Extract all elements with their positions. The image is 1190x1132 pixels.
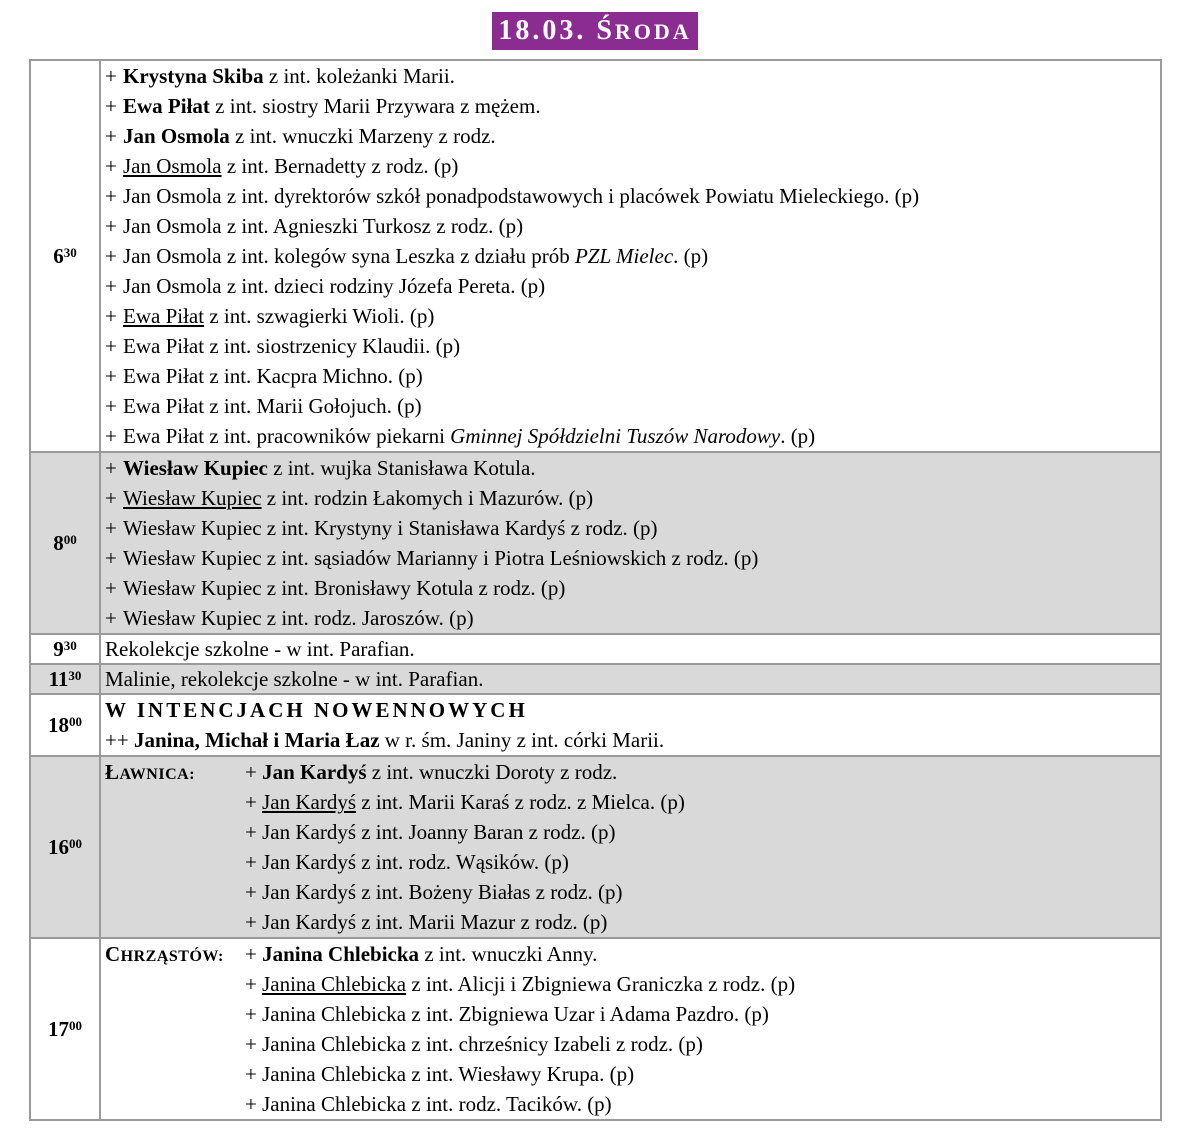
intention-line (101, 301, 1160, 331)
cross-symbol: + (105, 334, 117, 358)
intentions-cell (100, 694, 1161, 756)
intention-text: z int. szwagierki Wioli. (p) (204, 304, 435, 328)
intention-line (101, 421, 1160, 451)
intention-text: z int. Marii Karaś z rodz. z Mielca. (p) (356, 790, 685, 814)
mass-time (30, 756, 100, 938)
mass-schedule-table (29, 59, 1162, 1121)
mass-hour: 18 (48, 712, 69, 737)
intention-line (245, 1029, 1160, 1059)
intention-line (101, 91, 1160, 121)
intention-line (101, 61, 1160, 91)
cross-symbol: + (105, 304, 117, 328)
intention-line (245, 847, 1160, 877)
location-label (101, 939, 245, 969)
cross-symbol: + (105, 606, 117, 630)
intention-text: Jan Kardyś z int. Joanny Baran z rodz. (p) (262, 820, 616, 844)
cross-symbol: + (245, 880, 263, 904)
intention-text: z int. wujka Stanisława Kotula. (267, 456, 536, 480)
intention-line (101, 331, 1160, 361)
intention-line (245, 817, 1160, 847)
intention-text: Jan Osmola z int. dyrektorów szkół ponadpodstawowych i placówek Powiatu Mieleckiego. (p) (123, 184, 920, 208)
intentions-cell (100, 634, 1161, 664)
intention-text: z int. wnuczki Anny. (419, 942, 598, 966)
mass-time (30, 664, 100, 694)
deceased-name: Krystyna Skiba (123, 64, 264, 88)
cross-symbol: + (245, 972, 263, 996)
intention-text: Wiesław Kupiec z int. Krystyny i Stanisława Kardyś z rodz. (p) (123, 516, 658, 540)
schedule-row (30, 756, 1161, 938)
intention-line (101, 391, 1160, 421)
cross-symbol: + (245, 910, 263, 934)
mass-hour: 8 (53, 530, 64, 555)
intention-text: z int. wnuczki Marzeny z rodz. (229, 124, 496, 148)
mass-time (30, 634, 100, 664)
location-initial: Ł (105, 760, 120, 784)
intention-text: Janina Chlebicka z int. chrześnicy Izabeli z rodz. (p) (262, 1032, 703, 1056)
cross-symbol: + (105, 424, 117, 448)
deceased-name: Wiesław Kupiec (123, 486, 262, 510)
intention-text: Jan Kardyś z int. Bożeny Białas z rodz. (p) (262, 880, 623, 904)
date-title (492, 12, 697, 50)
deceased-name: Jan Kardyś (262, 760, 367, 784)
mass-minutes: 30 (63, 637, 77, 653)
cross-symbol: + (245, 790, 263, 814)
location-rest: HRZĄSTÓW: (120, 948, 224, 965)
mass-hour: 11 (48, 666, 69, 691)
intention-line (101, 543, 1160, 573)
cross-symbol: + (245, 850, 263, 874)
intention-text: z int. Bernadetty z rodz. (p) (221, 154, 459, 178)
location-block (101, 939, 1160, 1119)
deceased-name: Jan Osmola (123, 154, 222, 178)
intention-line (101, 121, 1160, 151)
intention-text: Ewa Piłat z int. Marii Gołojuch. (p) (123, 394, 422, 418)
intention-line (101, 181, 1160, 211)
schedule-row (30, 452, 1161, 634)
mass-minutes: 30 (63, 244, 77, 260)
cross-symbol: + (105, 576, 117, 600)
cross-symbol: + (245, 942, 263, 966)
deceased-name: Jan Kardyś (262, 790, 356, 814)
intention-line (101, 513, 1160, 543)
mass-minutes: 00 (69, 713, 82, 729)
cross-symbol: + (245, 1032, 263, 1056)
intention-line (245, 1059, 1160, 1089)
intention-line (245, 939, 1160, 969)
location-label (101, 757, 245, 787)
deceased-name: Janina, Michał i Maria Łaz (133, 728, 380, 752)
intention-line (101, 361, 1160, 391)
intention-text: Ewa Piłat z int. siostrzenicy Klaudii. (p) (123, 334, 461, 358)
intention-text: Ewa Piłat z int. Kacpra Michno. (p) (123, 364, 423, 388)
intention-text: Wiesław Kupiec z int. rodz. Jaroszów. (p) (123, 606, 474, 630)
cross-symbol: + (105, 394, 117, 418)
intention-text: Jan Kardyś z int. Marii Mazur z rodz. (p) (262, 910, 608, 934)
intention-line (101, 271, 1160, 301)
intentions-cell (100, 60, 1161, 452)
cross-symbol: + (105, 456, 117, 480)
cross-symbol: + (105, 124, 117, 148)
intention-text: z int. wnuczki Doroty z rodz. (366, 760, 618, 784)
intention-text: Janina Chlebicka z int. Zbigniewa Uzar i Adama Pazdro. (p) (262, 1002, 769, 1026)
cross-symbol: + (245, 760, 263, 784)
mass-hour: 17 (48, 1016, 69, 1041)
location-initial: C (105, 942, 121, 966)
cross-symbol: + (105, 214, 117, 238)
intention-text: z int. koleżanki Marii. (263, 64, 455, 88)
cross-symbol: + (105, 516, 117, 540)
intention-line (245, 1089, 1160, 1119)
mass-hour: 16 (48, 834, 69, 859)
cross-symbol: ++ (105, 728, 134, 752)
deceased-name: Janina Chlebicka (262, 942, 420, 966)
intention-line (245, 757, 1160, 787)
intention-text: Malinie, rekolekcje szkolne - w int. Parafian. (105, 667, 484, 691)
cross-symbol: + (105, 154, 117, 178)
cross-symbol: + (245, 820, 263, 844)
intention-text: Jan Osmola z int. Agnieszki Turkosz z rodz. (p) (123, 214, 524, 238)
intention-text: z int. Alicji i Zbigniewa Graniczka z rodz. (p) (406, 972, 796, 996)
intention-text: . (p) (780, 424, 816, 448)
intention-line (101, 483, 1160, 513)
intention-line (101, 241, 1160, 271)
intentions-cell (100, 938, 1161, 1120)
deceased-name: Janina Chlebicka (262, 972, 407, 996)
cross-symbol: + (105, 64, 117, 88)
schedule-row (30, 694, 1161, 756)
location-block (101, 757, 1160, 937)
intentions-cell (100, 452, 1161, 634)
intention-text: Wiesław Kupiec z int. sąsiadów Marianny i Piotra Leśniowskich z rodz. (p) (123, 546, 759, 570)
location-rest: AWNICA: (119, 766, 196, 783)
cross-symbol: + (105, 486, 117, 510)
schedule-row (30, 664, 1161, 694)
mass-time (30, 60, 100, 452)
intentions-cell (100, 756, 1161, 938)
intention-line (245, 787, 1160, 817)
cross-symbol: + (245, 1062, 263, 1086)
day-initial: Ś (596, 15, 615, 46)
institution-name: PZL Mielec (574, 244, 674, 268)
intention-text: Wiesław Kupiec z int. Bronisławy Kotula z rodz. (p) (123, 576, 566, 600)
mass-time (30, 694, 100, 756)
date-text: 18.03. (498, 15, 587, 46)
intention-text: w r. śm. Janiny z int. córki Marii. (379, 728, 665, 752)
schedule-row (30, 634, 1161, 664)
institution-name: Gminnej Spółdzielni Tuszów Narodowy (450, 424, 781, 448)
cross-symbol: + (105, 184, 117, 208)
mass-time (30, 938, 100, 1120)
location-intentions (245, 757, 1160, 937)
deceased-name: Wiesław Kupiec (123, 456, 268, 480)
intention-text: Rekolekcje szkolne - w int. Parafian. (105, 637, 415, 661)
cross-symbol: + (245, 1002, 263, 1026)
intention-line (245, 877, 1160, 907)
location-intentions (245, 939, 1160, 1119)
intention-text: Jan Osmola z int. kolegów syna Leszka z działu prób (123, 244, 575, 268)
mass-minutes: 00 (63, 531, 77, 547)
intention-line (101, 665, 1160, 693)
intentions-cell (100, 664, 1161, 694)
intention-text: Jan Osmola z int. dzieci rodziny Józefa Pereta. (p) (123, 274, 546, 298)
intention-line (245, 969, 1160, 999)
intention-text: z int. siostry Marii Przywara z mężem. (209, 94, 541, 118)
cross-symbol: + (105, 94, 117, 118)
novena-heading: W INTENCJACH NOWENNOWYCH (105, 698, 528, 722)
cross-symbol: + (245, 1092, 263, 1116)
schedule-row (30, 60, 1161, 452)
mass-minutes: 00 (69, 1017, 82, 1033)
intention-line (101, 603, 1160, 633)
intention-line (245, 907, 1160, 937)
intention-line (101, 211, 1160, 241)
intention-line (101, 573, 1160, 603)
intention-text: Ewa Piłat z int. pracowników piekarni (123, 424, 451, 448)
schedule-row (30, 938, 1161, 1120)
intention-text: Janina Chlebicka z int. rodz. Tacików. (p) (262, 1092, 612, 1116)
page-header (0, 12, 1190, 50)
intention-text: z int. rodzin Łakomych i Mazurów. (p) (261, 486, 594, 510)
intention-line (101, 725, 1160, 755)
mass-hour: 9 (53, 636, 64, 661)
intention-line (101, 695, 1160, 725)
day-rest: RODA (614, 19, 692, 44)
cross-symbol: + (105, 274, 117, 298)
mass-minutes: 30 (68, 667, 82, 683)
mass-hour: 6 (53, 243, 64, 268)
deceased-name: Ewa Piłat (123, 304, 205, 328)
cross-symbol: + (105, 546, 117, 570)
mass-time (30, 452, 100, 634)
intention-line (101, 635, 1160, 663)
intention-line (245, 999, 1160, 1029)
intention-text: . (p) (673, 244, 709, 268)
deceased-name: Ewa Piłat (123, 94, 210, 118)
cross-symbol: + (105, 364, 117, 388)
deceased-name: Jan Osmola (123, 124, 230, 148)
mass-minutes: 00 (69, 835, 82, 851)
intention-line (101, 453, 1160, 483)
intention-line (101, 151, 1160, 181)
intention-text: Janina Chlebicka z int. Wiesławy Krupa. (p) (262, 1062, 635, 1086)
cross-symbol: + (105, 244, 117, 268)
intention-text: Jan Kardyś z int. rodz. Wąsików. (p) (262, 850, 569, 874)
